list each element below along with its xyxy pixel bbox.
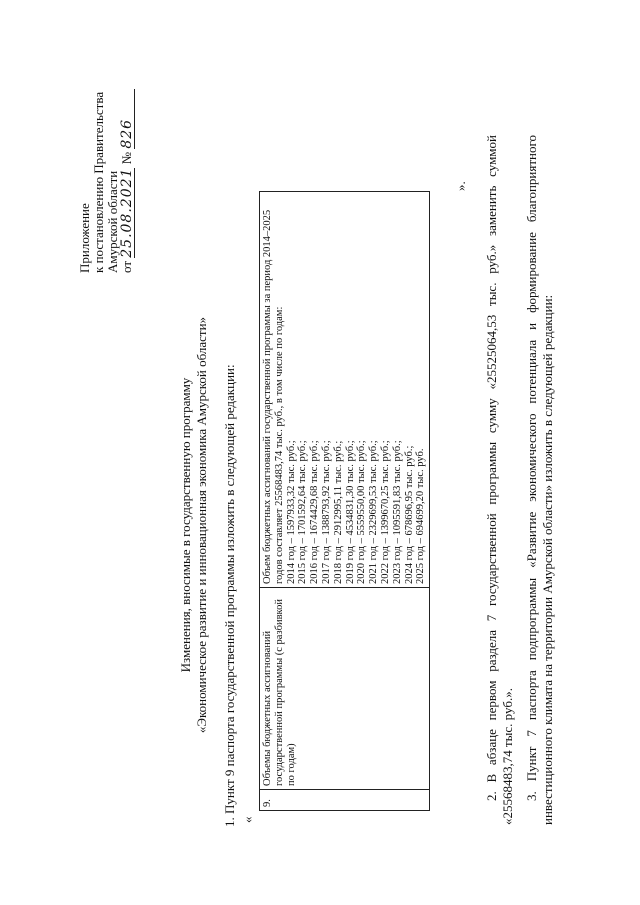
- year-line: 2020 год – 5559550,00 тыс. руб.;: [356, 440, 368, 584]
- total-text: Объем бюджетных ассигнований государственной программы за период 2014–2025 годов составляет 25568483,74 тыс. руб., в том числе по годам:: [262, 209, 285, 584]
- year-line: 2017 год – 1388793,92 тыс. руб.;: [320, 440, 332, 584]
- table-row: [260, 192, 430, 811]
- year-line: 2022 год – 1399670,25 тыс. руб.;: [379, 440, 391, 584]
- closing-quote: ».: [453, 181, 468, 191]
- handwritten-date: 25.08.2021: [119, 167, 135, 258]
- year-line: 2015 год – 1701592,64 тыс. руб.;: [297, 440, 309, 584]
- year-line: 2021 год – 2329699,53 тыс. руб.;: [368, 440, 380, 584]
- document-title-line-2: «Экономическое развитие и инновационная экономика Амурской области»: [194, 316, 209, 734]
- year-line: 2025 год – 694699,20 тыс. руб.: [415, 448, 427, 584]
- year-line: 2024 год – 678696,95 тыс. руб.;: [403, 445, 415, 584]
- opening-quote: «: [240, 816, 255, 823]
- appendix-line-2: к постановлению Правительства: [91, 91, 106, 273]
- passport-table: [259, 191, 430, 811]
- item-1-heading: 1. Пункт 9 паспорта государственной программы изложить в следующей редакции:: [222, 364, 237, 827]
- row-name: Объемы бюджетных ассигнований государственной программы (с разбивкой по годам): [260, 588, 430, 790]
- year-line: 2014 год – 1597933,32 тыс. руб.;: [285, 440, 297, 584]
- appendix-block: [78, 89, 135, 273]
- year-line: 2019 год – 4534831,30 тыс. руб.;: [344, 440, 356, 584]
- row-value: [260, 192, 430, 588]
- appendix-date-line: [120, 89, 135, 273]
- appendix-line-1: Приложение: [77, 203, 92, 273]
- year-line: 2016 год – 1674429,68 тыс. руб.;: [309, 440, 321, 584]
- date-prefix: от: [119, 260, 134, 273]
- handwritten-number: 826: [120, 89, 135, 149]
- appendix-line-3: Амурской области: [105, 170, 120, 273]
- document-title-line-1: Изменения, вносимые в государственную программу: [178, 377, 193, 673]
- item-2-paragraph: 2. В абзаце первом раздела 7 государственной программы сумму «25525064,53 тыс. руб.» заменить суммой «25568483,74 тыс. руб.».: [484, 135, 515, 825]
- item-3-paragraph: 3. Пункт 7 паспорта подпрограммы «Развитие экономического потенциала и формирование благоприятного инвестиционного климата на территории Амурской области» изложить в следующей редакции:: [524, 135, 555, 825]
- number-prefix: №: [119, 151, 134, 165]
- row-number: 9.: [260, 790, 430, 811]
- year-line: 2018 год – 2912995,11 тыс. руб.;: [332, 440, 344, 584]
- year-line: 2023 год – 1095591,83 тыс. руб.;: [391, 440, 403, 584]
